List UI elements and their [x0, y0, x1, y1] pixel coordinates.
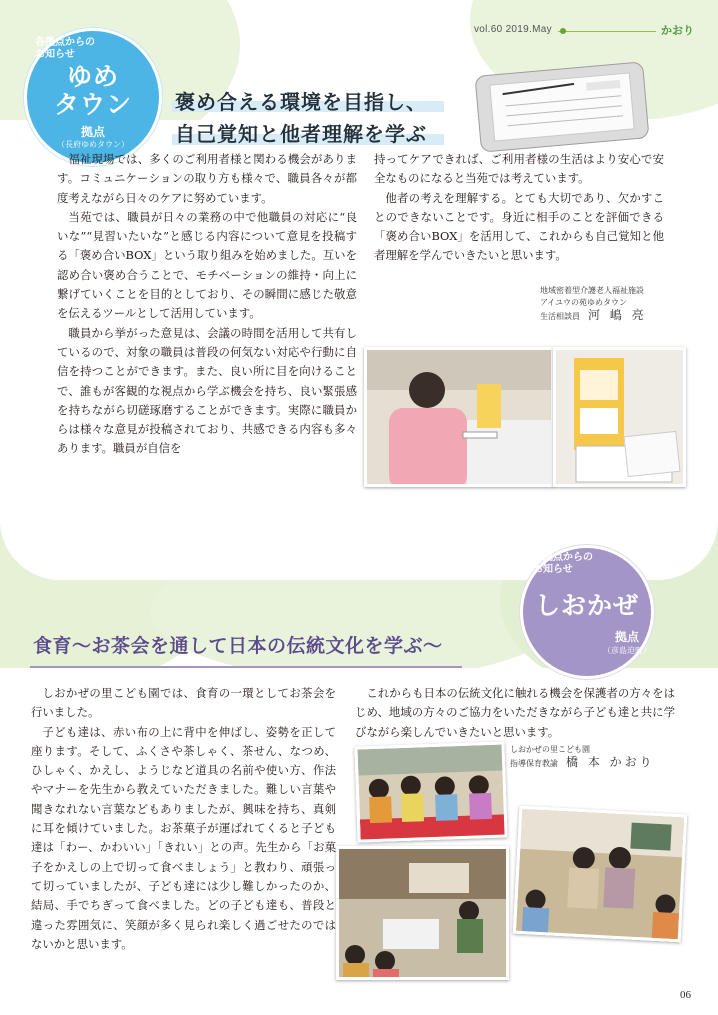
children-seated-illustration: [357, 744, 507, 842]
header-rule: [558, 31, 656, 32]
title-underline-2: [30, 666, 462, 668]
tray-illustration: [473, 58, 652, 157]
author-signature-2: [510, 744, 670, 770]
signature-name: 河 嶋 亮: [588, 308, 647, 322]
page-number: 06: [680, 989, 691, 1001]
signature-facility-name: しおかぜの里こども園: [510, 745, 590, 754]
badge-kicker: 各拠点からの お知らせ: [35, 37, 95, 60]
yumetown-badge: [24, 28, 162, 166]
signature-name: 橋 本 かおり: [566, 755, 655, 769]
signature-facility-type: 地域密着型介護老人福祉施設: [540, 286, 644, 295]
praise-box-photo: [553, 347, 686, 487]
signature-role: 指導保育教諭: [510, 759, 558, 768]
shiokaze-badge: [520, 545, 654, 679]
paragraph: 持ってケアできれば、ご利用者様の生活はより安心で安全なものになると当苑では考えています。: [374, 152, 664, 186]
magazine-title: かおり: [661, 24, 694, 37]
article-title-2: 食育〜お茶会を通して日本の伝統文化を学ぶ〜: [33, 635, 443, 657]
article-title-line2: 自己覚知と他者理解を学ぶ: [175, 122, 427, 146]
children-tea-ceremony-photo-1: [354, 741, 507, 842]
badge-suffix: 拠点: [614, 630, 639, 644]
article-column-4: [355, 684, 675, 742]
signature-role: 生活相談員: [540, 312, 580, 321]
badge-place: （彦島迫町）: [603, 646, 651, 655]
paragraph: これからも日本の伝統文化に触れる機会を保護者の方々をはじめ、地域の方々のご協力をいただきながら子ども達と共に学びながら楽しんでいきたいと思います。: [355, 686, 675, 739]
paragraph: 職員から挙がった意見は、会議の時間を活用して共有しているので、対象の職員は普段の何気ない対応や行動に自信を持つことができます。また、良い所に目を向けることで、誰もが客観的な視点から学ぶ機会を持ち、良い緊張感を持ちながら切磋琢磨することができます。実際に職員からは様々な意見が投稿されており、共感できる内容も多々あります。職員が自信を: [57, 325, 357, 456]
teachers-and-children-photo: [513, 806, 687, 943]
praise-box-tray-photo: [473, 58, 652, 157]
badge-place: （長府ゆめタウン）: [57, 140, 129, 149]
article-column-2: [374, 150, 664, 266]
article-column-3: [31, 684, 336, 954]
badge-suffix: 拠点: [80, 125, 105, 139]
paragraph: 福祉現場では、多くのご利用者様と関わる機会があります。コミュニケーションの取り方も様々で、職員各々が都度考えながら日々のケアに努めています。: [57, 152, 357, 205]
praise-box-illustration: [556, 350, 686, 487]
paragraph: しおかぜの里こども園では、食育の一環としてお茶会を行いました。: [31, 686, 336, 720]
staff-writing-illustration: [367, 350, 554, 487]
paragraph: 他者の考えを理解する。とても大切であり、欠かすことのできないことです。身近に相手のことを評価できる「褒め合いBOX」を活用して、これからも自己覚知と他者理解を学んでいきたいと思います。: [374, 190, 664, 263]
badge-location-name: ゆめ タウン: [53, 62, 132, 119]
tea-ceremony-room-photo: [336, 846, 509, 980]
paragraph: 当苑では、職員が日々の業務の中で他職員の対応に“良いな”“見習いたいな”と感じる内容について意見を投稿する「褒め合いBOX」という取り組みを始めました。互いを認め合い褒め合うことで、モチベーションの維持・向上に繋げていくことを目的としており、その瞬間に感じた敬意を伝えるツールとして活用しています。: [57, 209, 357, 321]
badge-location-name: しおかぜ: [534, 591, 639, 620]
article-column-1: [57, 150, 357, 459]
staff-writing-photo: [364, 347, 554, 487]
badge-kicker: 各拠点からの お知らせ: [533, 552, 593, 575]
author-signature-1: [540, 285, 670, 323]
issue-label: vol.60 2019.May: [474, 24, 552, 35]
tea-ceremony-room-illustration: [339, 849, 509, 980]
paragraph: 子ども達は、赤い布の上に背中を伸ばし、姿勢を正して座ります。そして、ふくさや茶しゃく、茶せん、なつめ、ひしゃく、かえし、ようじなど道具の名前や使い方、作法やマナーを先生から教えていただきました。難しい言葉や聞きなれない言葉などもありましたが、興味を持ち、真剣に耳を傾けていました。お茶菓子が運ばれてくると子ども達は「わー、かわいい」「きれい」との声。先生から「お菓子をかえしの上で切って食べましょう」と教わり、頑張って切っていましたが、子ども達には少し難しかったのか、結局、手でちぎって食べました。どの子ども達も、普段と違った雰囲気に、笑顔が多く見られ楽しく過ごせたのではないかと思います。: [31, 724, 336, 951]
teachers-and-children-illustration: [516, 809, 688, 942]
header-dot: [560, 28, 566, 34]
signature-facility-name: アイユウの苑ゆめタウン: [540, 298, 627, 307]
article-title-line1: 褒め合える環境を目指し、: [175, 90, 427, 114]
